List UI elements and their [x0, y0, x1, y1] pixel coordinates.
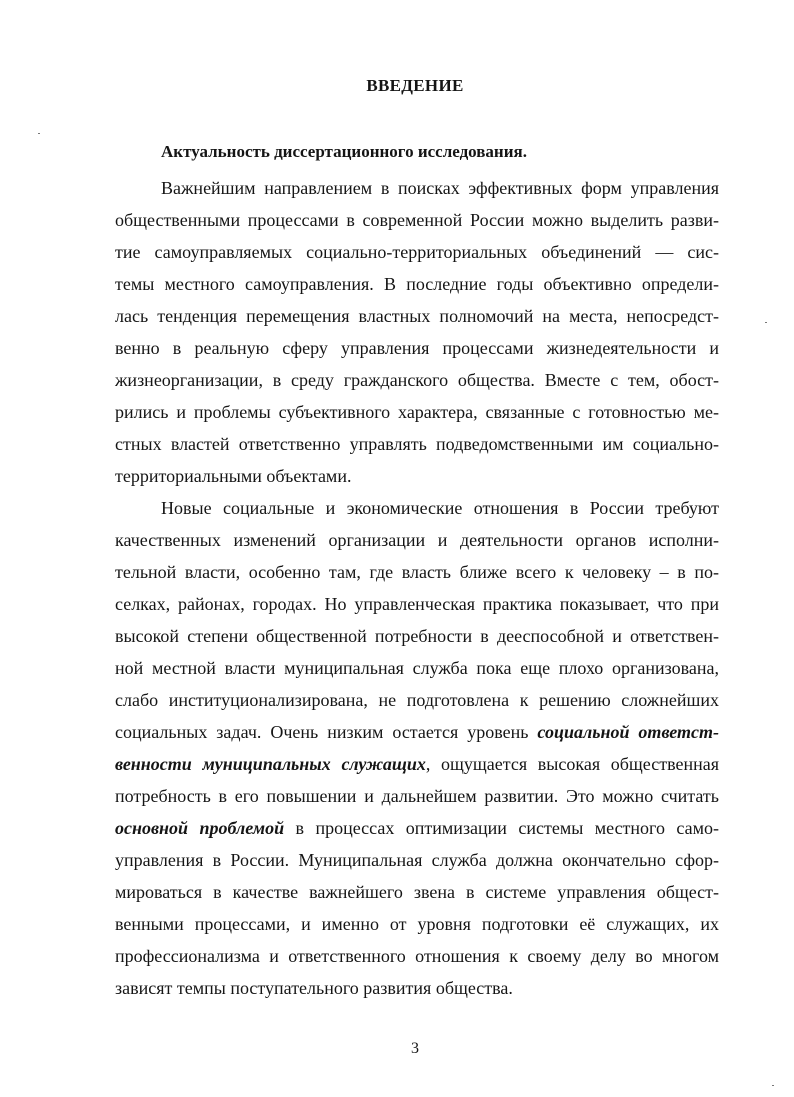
paragraph-line: венными процессами, и именно от уровня подготовки её служащих, их [115, 914, 719, 934]
paragraph-line: управления в России. Муниципальная служба должна окончательно сфор- [115, 850, 719, 870]
page-number: 3 [411, 1040, 419, 1057]
paragraph-line: потребность в его повышении и дальнейшем развитии. Это можно считать [115, 786, 719, 806]
paragraph-line: тельной власти, особенно там, где власть ближе всего к человеку – в по- [115, 562, 719, 582]
paragraph-line: тие самоуправляемых социально-территориальных объединений — сис- [115, 242, 719, 262]
paragraph-line: рились и проблемы субъективного характера, связанные с готовностью ме- [115, 402, 719, 422]
page-title: ВВЕДЕНИЕ [366, 76, 464, 95]
plain-text: социальных задач. Очень низким остается уровень [115, 722, 538, 742]
paragraph-line: высокой степени общественной потребности в дееспособной и ответствен- [115, 626, 719, 646]
scan-speck [38, 133, 40, 134]
paragraph-line: Новые социальные и экономические отношения в России требуют [161, 498, 719, 518]
paragraph-line: лась тенденция перемещения властных полномочий на места, непосредст- [115, 306, 719, 326]
paragraph-line: качественных изменений организации и деятельности органов исполни- [115, 530, 719, 550]
paragraph-line: венно в реальную сферу управления процессами жизнедеятельности и [115, 338, 719, 358]
paragraph-line: селках, районах, городах. Но управленческая практика показывает, что при [115, 594, 719, 614]
paragraph-line: мироваться в качестве важнейшего звена в системе управления общест- [115, 882, 719, 902]
plain-text: , ощущается высокая общественная [425, 754, 720, 774]
paragraph-line: темы местного самоуправления. В последние годы объективно определи- [115, 274, 719, 294]
emphasis-text: венности муниципальных служащих [115, 754, 426, 774]
paragraph-line: общественными процессами в современной России можно выделить разви- [115, 210, 719, 230]
scan-speck [772, 1085, 774, 1086]
paragraph-line: территориальными объектами. [115, 466, 352, 486]
scan-speck [765, 322, 767, 323]
paragraph-line: слабо институционализирована, не подготовлена к решению сложнейших [115, 690, 719, 710]
paragraph-line [115, 818, 719, 838]
paragraph-line: жизнеорганизации, в среду гражданского общества. Вместе с тем, обост- [115, 370, 719, 390]
plain-text: в процессах оптимизации системы местного само- [284, 818, 719, 838]
paragraph-line: профессионализма и ответственного отношения к своему делу во многом [115, 946, 719, 966]
section-heading: Актуальность диссертационного исследования. [161, 142, 527, 161]
paragraph-line: стных властей ответственно управлять подведомственными им социально- [115, 434, 719, 454]
paragraph-line: Важнейшим направлением в поисках эффективных форм управления [161, 178, 719, 198]
paragraph-line: зависят темпы поступательного развития общества. [115, 978, 513, 998]
paragraph-line: ной местной власти муниципальная служба пока еще плохо организована, [115, 658, 719, 678]
paragraph-line [115, 754, 719, 774]
emphasis-text: основной проблемой [115, 818, 285, 838]
paragraph-line [115, 722, 719, 742]
emphasis-text: социальной ответст- [537, 722, 719, 742]
